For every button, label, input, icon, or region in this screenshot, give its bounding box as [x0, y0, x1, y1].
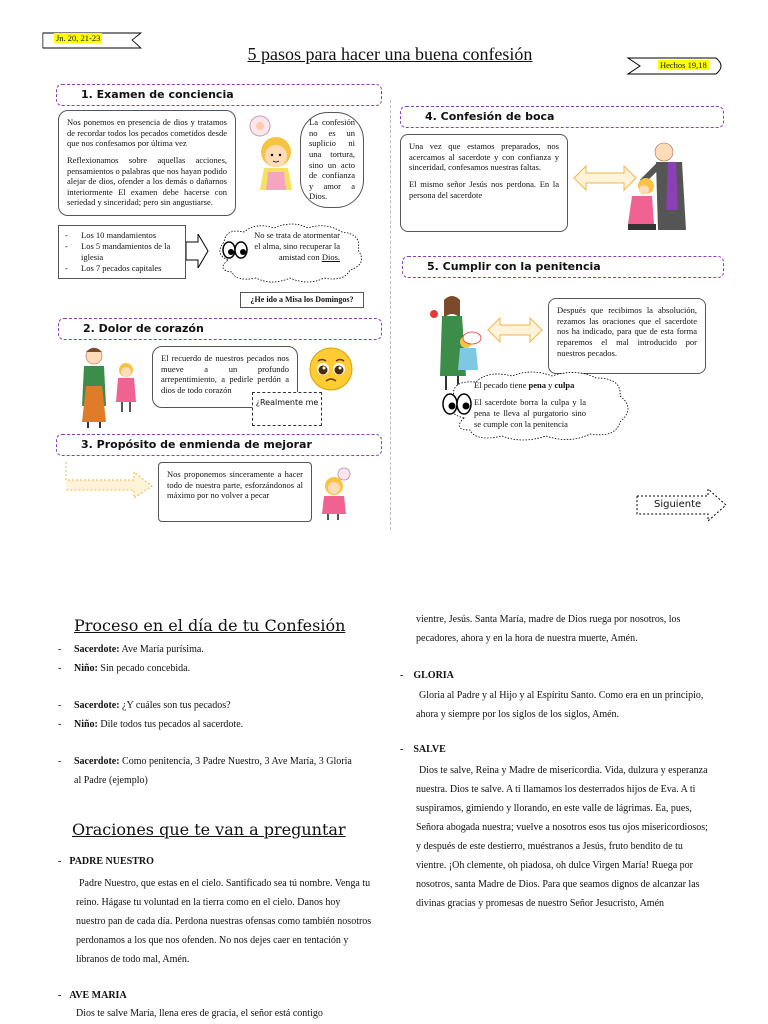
scripture-ref-left: Jn. 20, 21-23: [56, 33, 101, 43]
section-5-cloud-text: El pecado tiene pena y culpa El sacerdote borra la culpa y la pena te lleva al purgatorio sino se cumple con la penitencia: [474, 380, 586, 430]
section-2-heading: 2. Dolor de corazón: [58, 318, 382, 340]
examination-question: ¿He ido a Misa los Domingos?: [240, 292, 364, 308]
section-1-intro-box: [58, 110, 236, 216]
section-4-text-box: Una vez que estamos preparados, nos acercamos al sacerdote y con confianza y sinceridad, confesamos nuestras faltas. El mismo señor Jesús nos perdona. En la persona del sacerdote: [400, 134, 568, 232]
repentance-bubble: ¿Realmente me: [252, 392, 322, 426]
proceso-dialogue: [58, 640, 354, 790]
child-praying-illustration: [318, 466, 358, 520]
dialogue-line: - Niño: Sin pecado concebida.: [58, 659, 354, 678]
mother-child-illustration: [76, 346, 142, 428]
arrow-right-icon: [186, 234, 210, 268]
section-1-speech-bubble: La confesión no es un suplicio ni una tortura, sino un acto de confianza y amor a Dios.: [300, 112, 364, 208]
page-title: 5 pasos para hacer una buena confesión: [247, 44, 533, 64]
next-button[interactable]: [636, 488, 728, 522]
list-item: - Los 5 mandamientos de la iglesia: [65, 241, 179, 263]
list-item: - Los 10 mandamientos: [65, 230, 179, 241]
gloria-text: Gloria al Padre y al Hijo y al Espíritu Santo. Como era en un principio, ahora y siempre por los siglos de los siglos, Amén.: [416, 690, 704, 720]
proceso-heading: Proceso en el día de tu Confesión: [74, 616, 346, 635]
section-5-heading: 5. Cumplir con la penitencia: [402, 256, 724, 278]
section-2-text-box: El recuerdo de nuestros pecados nos mueve a un profundo arrepentimiento, a pedirle perdón a dios de todo corazón: [152, 346, 298, 408]
dialogue-line: - Sacerdote: Ave María purísima.: [58, 640, 354, 659]
section-3-heading: 3. Propósito de enmienda de mejorar: [56, 434, 382, 456]
dialogue-line: - Sacerdote: ¿Y cuáles son tus pecados?: [58, 696, 354, 715]
double-arrow-icon: [486, 316, 544, 344]
section-1-intro-p2: Reflexionamos sobre aquellas acciones, pensamientos o palabras que nos hayan podido alejar de dios, ofender a los demás o dañarnos interiormente El examen debe hacerse con seriedad y sinceridad; pero sin angustiarse.: [67, 154, 227, 208]
section-4-heading: 4. Confesión de boca: [400, 106, 724, 128]
dialogue-line: - Niño: Dile todos tus pecados al sacerdote.: [58, 715, 354, 734]
scripture-ref-right: Hechos 19,18: [660, 60, 707, 70]
ave-maria-text-continued: vientre, Jesús. Santa María, madre de Dios ruega por nosotros, los pecadores, ahora y en la hora de nuestra muerte, Amén.: [416, 614, 681, 644]
column-divider: [390, 100, 391, 530]
priest-blessing-illustration: [620, 140, 700, 238]
oraciones-heading: Oraciones que te van a preguntar: [72, 820, 346, 839]
arrow-right-outline-icon: [62, 462, 156, 498]
eyes-icon: [442, 390, 472, 418]
gloria-title: - GLORIA: [400, 670, 454, 681]
section-1-list-box: [58, 225, 186, 279]
section-1-heading: 1. Examen de conciencia: [56, 84, 382, 106]
ave-maria-title: - AVE MARIA: [58, 990, 127, 1001]
padre-nuestro-title: - PADRE NUESTRO: [58, 856, 154, 867]
padre-nuestro-text: Padre Nuestro, que estas en el cielo. Santificado sea tú nombre. Venga tu reino. Hágase tu voluntad en la tierra como en el cielo. Danos hoy nuestro pan de cada día. Perdona nuestras ofensas como también nosotros perdonamos a los que nos ofenden. No nos dejes caer en tentación y líbranos de todo mal, Amén.: [76, 878, 372, 965]
section-3-text-box: Nos proponemos sinceramente a hacer todo de nuestra parte, esforzándonos al máximo por no volver a pecar: [158, 462, 312, 522]
section-1-cloud-text: No se trata de atormentar el alma, sino recuperar la amistad con Dios.: [254, 230, 340, 263]
salve-text: Dios te salve, Reina y Madre de misericordia. Vida, dulzura y esperanza nuestra. Dios te salve. A ti llamamos los desterrados hijos de Eva. A ti suspiramos, gimiendo y llorando, en este valle de lágrimas. Ea, pues, Señora abogada nuestra; vuelve a nosotros esos tus ojos misericordiosos; y después de este destierro, muéstranos a Jesús, fruto bendito de tu vientre. ¡Oh clemente, oh piadosa, oh dulce Virgen María! Ruega por nosotros, santa Madre de Dios. Para que seamos dignos de alcanzar las divinas gracias y promesas de nuestro Señor Jesucristo, Amén: [416, 765, 708, 909]
section-5-text-box: Después que recibimos la absolución, rezamos las oraciones que el sacerdote nos ha indicado, para que de esta forma reparemos el mal introducido por nuestros pecados.: [548, 298, 706, 374]
pleading-face-icon: [308, 346, 354, 392]
section-1-intro-p1: Nos ponemos en presencia de dios y tratamos de recordar todos los pecados cometidos desde que nos confesamos por última vez: [67, 117, 227, 149]
next-button-label: Siguiente: [654, 499, 702, 510]
list-item: - Los 7 pecados capitales: [65, 263, 179, 274]
ave-maria-text: Dios te salve María, llena eres de gracia, el señor está contigo: [76, 1008, 323, 1019]
thinking-child-illustration: [246, 112, 302, 192]
salve-title: - SALVE: [400, 744, 446, 755]
dialogue-line: - Sacerdote: Como penitencia, 3 Padre Nuestro, 3 Ave María, 3 Gloria al Padre (ejemplo): [58, 752, 354, 790]
